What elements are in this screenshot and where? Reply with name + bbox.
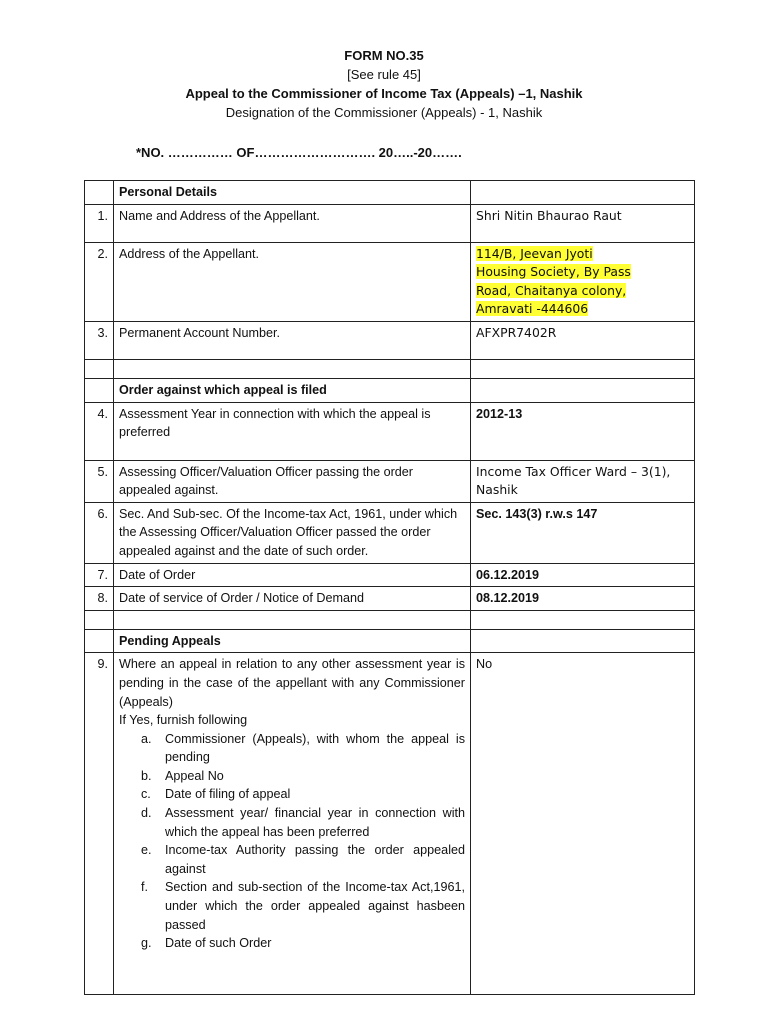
table-row xyxy=(85,402,695,460)
value-cell xyxy=(471,610,695,629)
row-number: 7. xyxy=(85,563,114,587)
row-label xyxy=(114,653,471,995)
num-cell xyxy=(85,359,114,378)
value-cell xyxy=(471,181,695,205)
form-header xyxy=(0,46,768,122)
pending-appeal-value: No xyxy=(471,653,695,995)
row-number: 1. xyxy=(85,204,114,242)
blank-row xyxy=(85,359,695,378)
row-number: 6. xyxy=(85,502,114,563)
section-heading-order: Order against which appeal is filed xyxy=(114,378,471,402)
list-item: g. Date of such Order xyxy=(141,936,272,951)
label-cell xyxy=(114,610,471,629)
num-cell xyxy=(85,629,114,653)
blank-row xyxy=(85,610,695,629)
row-label: Address of the Appellant. xyxy=(114,242,471,321)
pending-subitems xyxy=(119,730,465,953)
rule-reference: [See rule 45] xyxy=(347,67,421,82)
row-number: 4. xyxy=(85,402,114,460)
section-row-order xyxy=(85,378,695,402)
row-number: 9. xyxy=(85,653,114,995)
list-item: c. Date of filing of appeal xyxy=(141,787,291,802)
section-row-personal xyxy=(85,181,695,205)
table-row xyxy=(85,653,695,995)
section-heading-pending: Pending Appeals xyxy=(114,629,471,653)
row-number: 2. xyxy=(85,242,114,321)
pan-value: AFXPR7402R xyxy=(471,321,695,359)
list-item: d. Assessment year/ financial year in connection with which the appeal has been preferred xyxy=(141,806,465,839)
section-value: Sec. 143(3) r.w.s 147 xyxy=(471,502,695,563)
row-label: Assessment Year in connection with which the appeal is preferred xyxy=(114,402,471,460)
label-cell xyxy=(114,359,471,378)
row-number: 3. xyxy=(85,321,114,359)
row-label: Date of Order xyxy=(114,563,471,587)
appeal-reference-line: *NO. …………… OF………………………. 20…..-20……. xyxy=(136,145,462,160)
address-line: Road, Chaitanya colony, xyxy=(476,282,627,298)
address-line: Amravati -444606 xyxy=(476,301,589,317)
form-number: FORM NO.35 xyxy=(344,48,424,63)
num-cell xyxy=(85,610,114,629)
service-date-value: 08.12.2019 xyxy=(471,587,695,611)
order-date-value: 06.12.2019 xyxy=(471,563,695,587)
section-row-pending xyxy=(85,629,695,653)
value-cell xyxy=(471,359,695,378)
address-line: 114/B, Jeevan Jyoti xyxy=(476,245,593,261)
form-table xyxy=(84,180,695,995)
row-label: Name and Address of the Appellant. xyxy=(114,204,471,242)
table-row xyxy=(85,587,695,611)
table-row xyxy=(85,563,695,587)
list-item: b. Appeal No xyxy=(141,768,224,783)
if-yes-text: If Yes, furnish following xyxy=(119,713,248,728)
row-label: Assessing Officer/Valuation Officer passing the order appealed against. xyxy=(114,460,471,502)
table-row xyxy=(85,502,695,563)
section-heading-personal: Personal Details xyxy=(114,181,471,205)
num-cell xyxy=(85,181,114,205)
num-cell xyxy=(85,378,114,402)
table-row xyxy=(85,242,695,321)
appellant-address-value xyxy=(471,242,695,321)
assessing-officer-value: Income Tax Officer Ward – 3(1), Nashik xyxy=(471,460,695,502)
list-item: f. Section and sub-section of the Income-tax Act,1961, under which the order appealed against hasbeen passed xyxy=(141,880,465,932)
row-number: 8. xyxy=(85,587,114,611)
row-label: Date of service of Order / Notice of Demand xyxy=(114,587,471,611)
appeal-to-title: Appeal to the Commissioner of Income Tax (Appeals) –1, Nashik xyxy=(185,86,583,101)
value-cell xyxy=(471,378,695,402)
row-number: 5. xyxy=(85,460,114,502)
designation-line: Designation of the Commissioner (Appeals) - 1, Nashik xyxy=(225,105,543,120)
address-line: Housing Society, By Pass xyxy=(476,264,631,280)
table-row xyxy=(85,204,695,242)
assessment-year-value: 2012-13 xyxy=(471,402,695,460)
pending-question: Where an appeal in relation to any other assessment year is pending in the case of the appellant with any Commissioner (Appeals) xyxy=(119,657,465,709)
row-label: Sec. And Sub-sec. Of the Income-tax Act, 1961, under which the Assessing Officer/Valuation Officer passed the order appealed against and the date of such order. xyxy=(114,502,471,563)
table-row xyxy=(85,321,695,359)
appellant-name-value: Shri Nitin Bhaurao Raut xyxy=(471,204,695,242)
list-item: a. Commissioner (Appeals), with whom the appeal is pending xyxy=(141,731,465,765)
value-cell xyxy=(471,629,695,653)
row-label: Permanent Account Number. xyxy=(114,321,471,359)
list-item: e. Income-tax Authority passing the order appealed against xyxy=(141,843,465,876)
table-row xyxy=(85,460,695,502)
